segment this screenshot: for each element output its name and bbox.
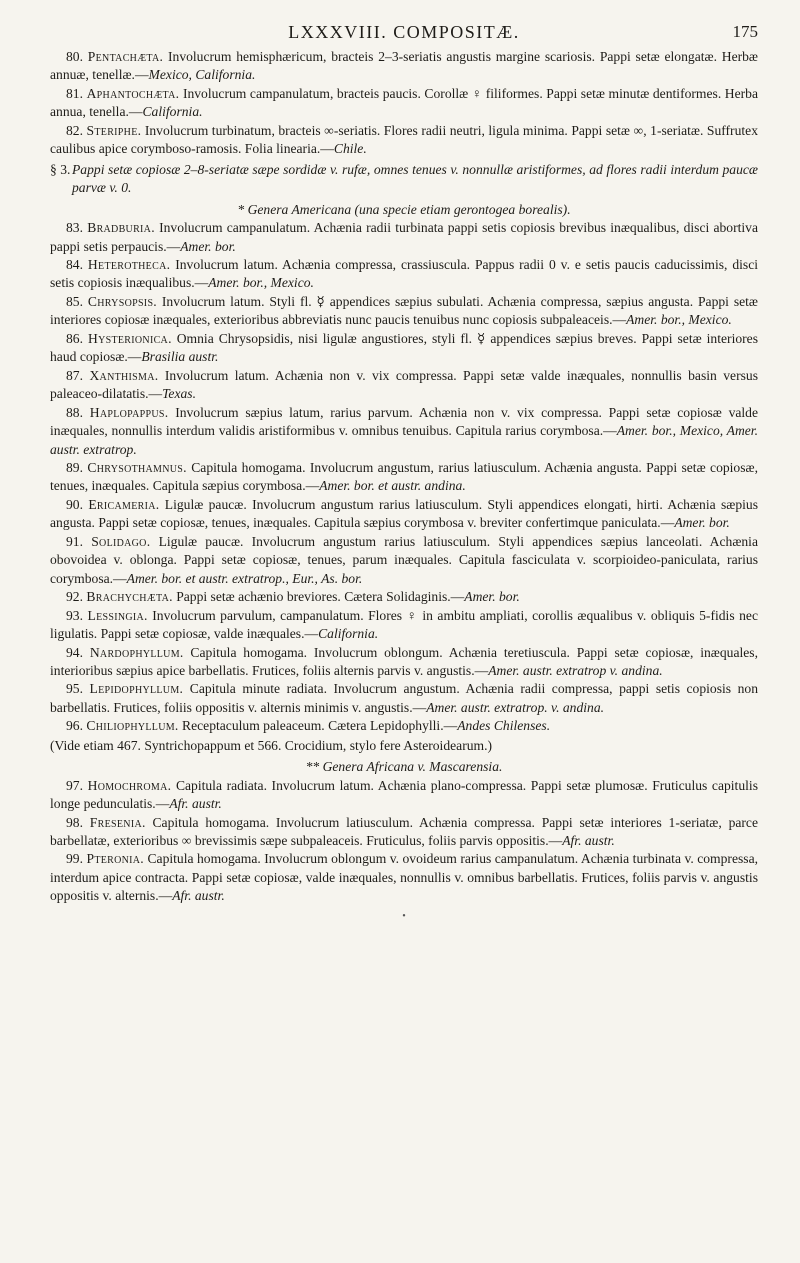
genus-list-b <box>50 219 758 736</box>
entry-locality: Texas. <box>162 386 196 402</box>
section-text: Pappi setæ copiosæ 2–8-seriatæ sæpe sordidæ v. rufæ, omnes tenues v. nonnullæ aristiformes, ad flores radii interdum paucæ parvæ v. 0. <box>72 161 758 196</box>
genus-name: Homochroma. <box>87 777 172 793</box>
entry-number: 92. <box>66 589 83 605</box>
entry-number: 80. <box>66 49 83 64</box>
genus-name: Pentachæta. <box>87 49 164 64</box>
genus-name: Steriphe. <box>86 122 142 138</box>
genus-entry <box>50 367 758 404</box>
entry-locality: Amer. austr. extratrop v. andina. <box>488 662 663 678</box>
entry-number: 93. <box>66 607 83 623</box>
genus-entry <box>50 293 758 330</box>
genus-entry <box>50 219 758 256</box>
entry-number: 96. <box>66 718 83 734</box>
genus-name: Chiliophyllum. <box>86 718 179 734</box>
entry-number: 84. <box>66 256 83 272</box>
genus-entry <box>50 717 758 735</box>
entry-description: Omnia Chrysopsidis, nisi ligulæ angustiores, styli fl. ☿ appendices sæpius breves. Pappi setæ interiores haud copiosæ.— <box>50 330 758 365</box>
genus-entry <box>50 48 758 85</box>
running-head-title: LXXXVIII. COMPOSITÆ. <box>288 22 520 42</box>
entry-locality: Amer. bor. <box>674 515 730 531</box>
section-symbol: § 3. <box>50 161 71 177</box>
entry-description: Involucrum campanulatum. Achænia radii turbinata pappi setis copiosis brevibus inæqualibus, disci abortiva pappi setis perpaucis.— <box>50 220 758 254</box>
entry-number: 89. <box>66 459 83 475</box>
entry-description: Involucrum sæpius latum, rarius parvum. Achænia non v. vix compressa. Pappi setæ copiosæ valde inæquales, nonnullis interdum validis aristiformibus v. omnibus tenuibus. Capitula rarius corymbosa.— <box>50 404 759 439</box>
genus-entry <box>50 680 758 717</box>
page-mark: • <box>402 910 406 922</box>
entry-locality: Amer. bor., Mexico, Amer. austr. extratrop. <box>50 423 758 457</box>
genus-entry <box>50 85 758 122</box>
genus-name: Lepidophyllum. <box>89 681 184 697</box>
genus-entry <box>50 850 758 905</box>
entry-description: Involucrum turbinatum, bracteis ∞-seriatis. Flores radii neutri, ligula minima. Pappi setæ ∞, 1-seriatæ. Suffrutex caulibus apice corymboso-ramosis. Folia linearia.— <box>50 122 758 157</box>
entry-number: 81. <box>66 85 83 101</box>
entry-locality: Amer. bor. <box>180 238 236 254</box>
genus-name: Solidago. <box>91 533 151 549</box>
entry-number: 90. <box>66 496 83 512</box>
genus-entry <box>50 644 758 681</box>
entry-description: Involucrum latum. Styli fl. ☿ appendices sæpius subulati. Achænia compressa, sæpius angusta. Pappi setæ interiores copiosæ inæquales, exterioribus abbreviatis nunc paucis tenuibus nunc copiosis subpaleaceis.— <box>50 293 758 328</box>
entry-description: Pappi setæ achænio breviores. Cætera Solidaginis.— <box>172 589 465 605</box>
genus-name: Brachychæta. <box>86 589 173 605</box>
genus-name: Fresenia. <box>89 814 146 830</box>
section-heading <box>50 161 758 198</box>
entry-locality: Andes Chilenses. <box>457 718 551 734</box>
entry-number: 85. <box>66 293 83 309</box>
genus-entry <box>50 459 758 496</box>
entry-description: Involucrum hemisphæricum, bracteis 2–3-seriatis angustis margine scariosis. Pappi setæ elongatæ. Herbæ annuæ, tenellæ.— <box>50 49 758 83</box>
entry-locality: California. <box>318 626 379 642</box>
genus-name: Lessingia. <box>87 607 148 623</box>
entry-number: 87. <box>66 367 83 383</box>
entry-locality: Amer. bor. <box>464 589 520 605</box>
entry-description: Involucrum parvulum, campanulatum. Flores ♀ in ambitu ampliati, corollis æqualibus v. obliquis 5-fidis nec ligulatis. Pappi setæ copiosæ, valde inæquales.— <box>50 607 758 642</box>
genus-name: Chrysopsis. <box>87 293 157 309</box>
entry-locality: Mexico, California. <box>148 67 256 83</box>
entry-description: Receptaculum paleaceum. Cætera Lepidophylli.— <box>178 718 458 734</box>
heading-african: ** Genera Africana v. Mascarensia. <box>305 759 503 775</box>
entry-locality: Afr. austr. <box>172 888 225 904</box>
entry-number: 86. <box>66 330 83 346</box>
genus-entry <box>50 330 758 367</box>
page-content <box>50 48 758 926</box>
entry-number: 97. <box>66 777 83 793</box>
entry-locality: Amer. bor., Mexico. <box>208 275 314 291</box>
genus-list-a <box>50 48 758 159</box>
genus-entry <box>50 533 758 588</box>
genus-name: Hysterionica. <box>87 330 172 346</box>
genus-entry <box>50 496 758 533</box>
heading-american: * Genera Americana (una specie etiam gerontogea borealis). <box>237 201 571 217</box>
entry-description: Ligulæ paucæ. Involucrum angustum rarius latiusculum. Styli appendices elongati, hirti. Achænia sæpius angusta. Pappi setæ copiosæ, tenues, inæquales. Capitula sæpius corymbosa v. breviter confertimque paniculata.— <box>50 496 758 531</box>
page-number: 175 <box>732 22 758 41</box>
genus-entry <box>50 122 758 159</box>
genus-name: Bradburia. <box>87 220 155 236</box>
entry-number: 83. <box>66 220 83 236</box>
entry-locality: California. <box>142 104 203 120</box>
running-head <box>50 14 758 48</box>
genus-entry <box>50 777 758 814</box>
entry-number: 98. <box>66 814 83 830</box>
genus-name: Chrysothamnus. <box>87 459 187 475</box>
entry-number: 91. <box>66 533 83 549</box>
entry-locality: Amer. bor. et austr. andina. <box>319 478 466 494</box>
entry-locality: Afr. austr. <box>562 833 615 849</box>
entry-description: Capitula homogama. Involucrum latiusculum. Achænia compressa. Pappi setæ interiores 1-seriatæ, parce barbellatæ, exterioribus ∞ brevissimis sæpe subpaleaceis. Fruticulus, foliis parvis oppositis.— <box>50 814 758 849</box>
entry-locality: Brasilia austr. <box>141 349 219 365</box>
genus-name: Xanthisma. <box>89 367 159 383</box>
genus-list-c <box>50 777 758 906</box>
genus-entry <box>50 256 758 293</box>
genus-name: Ericameria. <box>88 496 160 512</box>
entry-description: Capitula homogama. Involucrum oblongum v. ovoideum rarius campanulatum. Achænia turbinata v. compressa, interdum apice contracta. Pappi setæ copiosæ, valde inæquales, nonnullis v. omnibus barbellatis. Frutices, foliis parvis v. angustis oppositis v. alternis.— <box>50 851 758 904</box>
entry-locality: Amer. bor., Mexico. <box>626 312 732 328</box>
entry-number: 82. <box>66 122 83 138</box>
entry-description: Capitula minute radiata. Involucrum angustum. Achænia radii compressa, pappi setis copiosis non barbellatis. Frutices, foliis oppositis v. alternis minimis v. angustis.— <box>50 681 758 715</box>
entry-number: 94. <box>66 644 83 660</box>
genus-name: Heterotheca. <box>87 256 171 272</box>
entry-locality: Chile. <box>333 141 367 157</box>
entry-locality: Amer. austr. extratrop. v. andina. <box>426 699 605 715</box>
entry-description: Involucrum campanulatum, bracteis paucis. Corollæ ♀ filiformes. Pappi setæ minutæ dentiformes. Herba annua, tenella.— <box>50 85 758 120</box>
genus-entry <box>50 814 758 851</box>
entry-description: Involucrum latum. Achænia non v. vix compressa. Pappi setæ valde inæquales, nonnullis basin versus paleaceo-dilatatis.— <box>50 367 758 402</box>
entry-number: 99. <box>66 851 83 867</box>
entry-description: Ligulæ paucæ. Involucrum angustum rarius latiusculum. Styli appendices sæpius lanceolati. Achænia obovoidea v. oblonga. Pappi setæ copiosæ, tenues, parum inæquales. Capitula fasciculata v. scorpioideo-paniculata, rarius corymbosa.— <box>50 533 758 586</box>
entry-description: Capitula homogama. Involucrum angustum, rarius latiusculum. Achænia angusta. Pappi setæ copiosæ, tenues, inæquales. Capitula sæpius corymbosa.— <box>50 459 758 494</box>
entry-number: 95. <box>66 681 83 697</box>
genus-name: Aphantochæta. <box>86 85 180 101</box>
entry-number: 88. <box>66 404 83 420</box>
genus-entry <box>50 588 758 606</box>
entry-description: Capitula homogama. Involucrum oblongum. Achænia teretiuscula. Pappi setæ copiosæ, inæquales, interioribus sæpius apice barbellatis. Frutices, foliis alternis parvis v. angustis.— <box>50 644 758 678</box>
genus-entry <box>50 404 758 459</box>
genus-name: Haplopappus. <box>89 404 169 420</box>
genus-name: Pteronia. <box>86 851 145 867</box>
vide-note: (Vide etiam 467. Syntrichopappum et 566. Crocidium, stylo fere Asteroidearum.) <box>50 737 493 753</box>
genus-entry <box>50 607 758 644</box>
entry-description: Capitula radiata. Involucrum latum. Achænia plano-compressa. Pappi setæ plumosæ. Fruticulus capitulis longe pedunculatis.— <box>50 777 758 812</box>
entry-description: Involucrum latum. Achænia compressa, crassiuscula. Pappus radii 0 v. e setis paucis caducissimis, disci setis copiosis inæqualibus.— <box>50 256 758 291</box>
entry-locality: Amer. bor. et austr. extratrop., Eur., As. bor. <box>126 570 363 586</box>
genus-name: Nardophyllum. <box>89 644 184 660</box>
entry-locality: Afr. austr. <box>169 796 222 812</box>
